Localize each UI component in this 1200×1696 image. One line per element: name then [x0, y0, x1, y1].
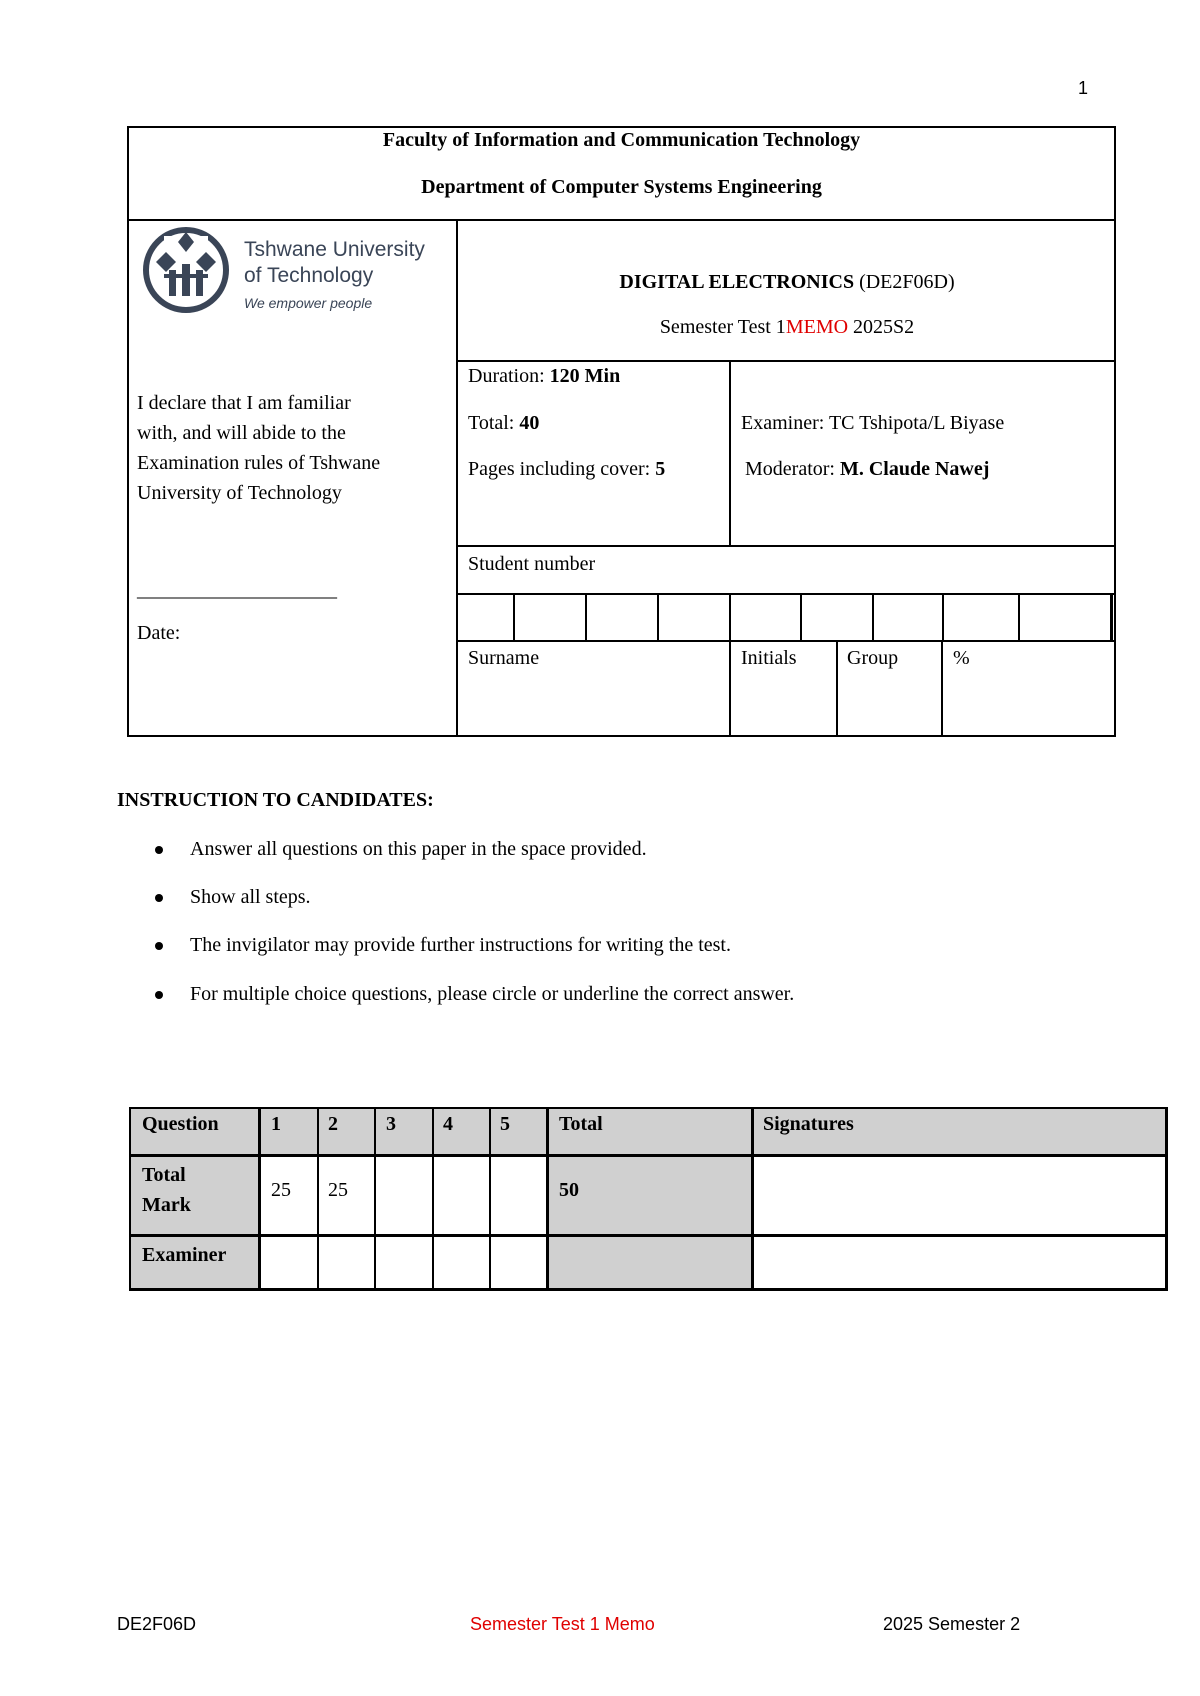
- mark-q1: 25: [271, 1179, 291, 1201]
- footer-semester: 2025 Semester 2: [883, 1614, 1021, 1634]
- header-question: Question: [142, 1113, 219, 1135]
- pages-value: 5: [655, 458, 666, 480]
- header-q3: 3: [386, 1113, 396, 1135]
- moderator-label: Moderator:: [745, 458, 835, 480]
- logo-tagline: We empower people: [244, 295, 373, 311]
- tut-logo-emblem: [136, 222, 236, 314]
- bullet-icon: [155, 894, 163, 902]
- mark-q2: 25: [328, 1179, 348, 1201]
- course-code: (DE2F06D): [859, 271, 955, 293]
- course-title: [458, 270, 1116, 294]
- header-total: Total: [559, 1113, 603, 1135]
- instruction-item: For multiple choice questions, please circle or underline the correct answer.: [190, 983, 795, 1005]
- moderator: [745, 457, 989, 481]
- bullet-icon: [155, 991, 163, 999]
- student-number-label: Student number: [468, 553, 596, 575]
- header-q5: 5: [500, 1113, 510, 1135]
- surname-label: Surname: [468, 647, 540, 669]
- mark-total: 50: [559, 1179, 579, 1201]
- header-signatures: Signatures: [763, 1113, 854, 1135]
- total-mark-label: Total: [142, 1164, 186, 1186]
- declaration-line: Examination rules of Tshwane: [137, 452, 381, 474]
- percent-label: %: [953, 647, 970, 669]
- test-prefix: Semester Test 1: [659, 316, 786, 338]
- header-q1: 1: [271, 1113, 281, 1135]
- footer-course-code: DE2F06D: [117, 1614, 197, 1634]
- examiner-row-label: Examiner: [142, 1244, 227, 1266]
- test-title: [458, 315, 1116, 339]
- logo-line-2: of Technology: [244, 264, 374, 287]
- course-name: DIGITAL ELECTRONICS: [619, 271, 855, 293]
- group-label: Group: [847, 647, 899, 669]
- faculty-title: Faculty of Information and Communication Technology: [382, 129, 861, 151]
- duration-value: 120 Min: [549, 365, 621, 387]
- declaration-line: I declare that I am familiar: [137, 392, 351, 414]
- header-q2: 2: [328, 1113, 338, 1135]
- instruction-item: Answer all questions on this paper in the space provided.: [190, 838, 647, 860]
- department-title: Department of Computer Systems Engineering: [421, 176, 822, 198]
- page-number: 1: [1078, 78, 1089, 98]
- instructions-heading: INSTRUCTION TO CANDIDATES:: [117, 789, 434, 811]
- total-label: Total:: [468, 412, 515, 434]
- signature-line: ____________________: [137, 579, 337, 601]
- initials-label: Initials: [741, 647, 797, 669]
- logo-line-1: Tshwane University: [244, 238, 425, 261]
- memo-label: MEMO: [785, 316, 849, 338]
- instruction-item: Show all steps.: [190, 886, 311, 908]
- header-q4: 4: [443, 1113, 453, 1135]
- footer-test-title: Semester Test 1 Memo: [470, 1614, 655, 1634]
- declaration-line: with, and will abide to the: [137, 422, 346, 444]
- total-value: 40: [519, 412, 540, 434]
- declaration-line: University of Technology: [137, 482, 342, 504]
- bullet-icon: [155, 942, 163, 950]
- pages-label: Pages including cover:: [468, 458, 651, 480]
- bullet-icon: [155, 846, 163, 854]
- instruction-item: The invigilator may provide further instructions for writing the test.: [190, 934, 731, 956]
- duration: [468, 364, 620, 388]
- moderator-value: M. Claude Nawej: [839, 458, 990, 480]
- total-mark-label: Mark: [142, 1194, 191, 1216]
- pages: [468, 457, 665, 481]
- date-label: Date:: [137, 622, 181, 644]
- duration-label: Duration:: [468, 365, 545, 387]
- total: [468, 411, 539, 435]
- test-term: 2025S2: [853, 316, 915, 338]
- examiner: Examiner: TC Tshipota/L Biyase: [741, 412, 1005, 434]
